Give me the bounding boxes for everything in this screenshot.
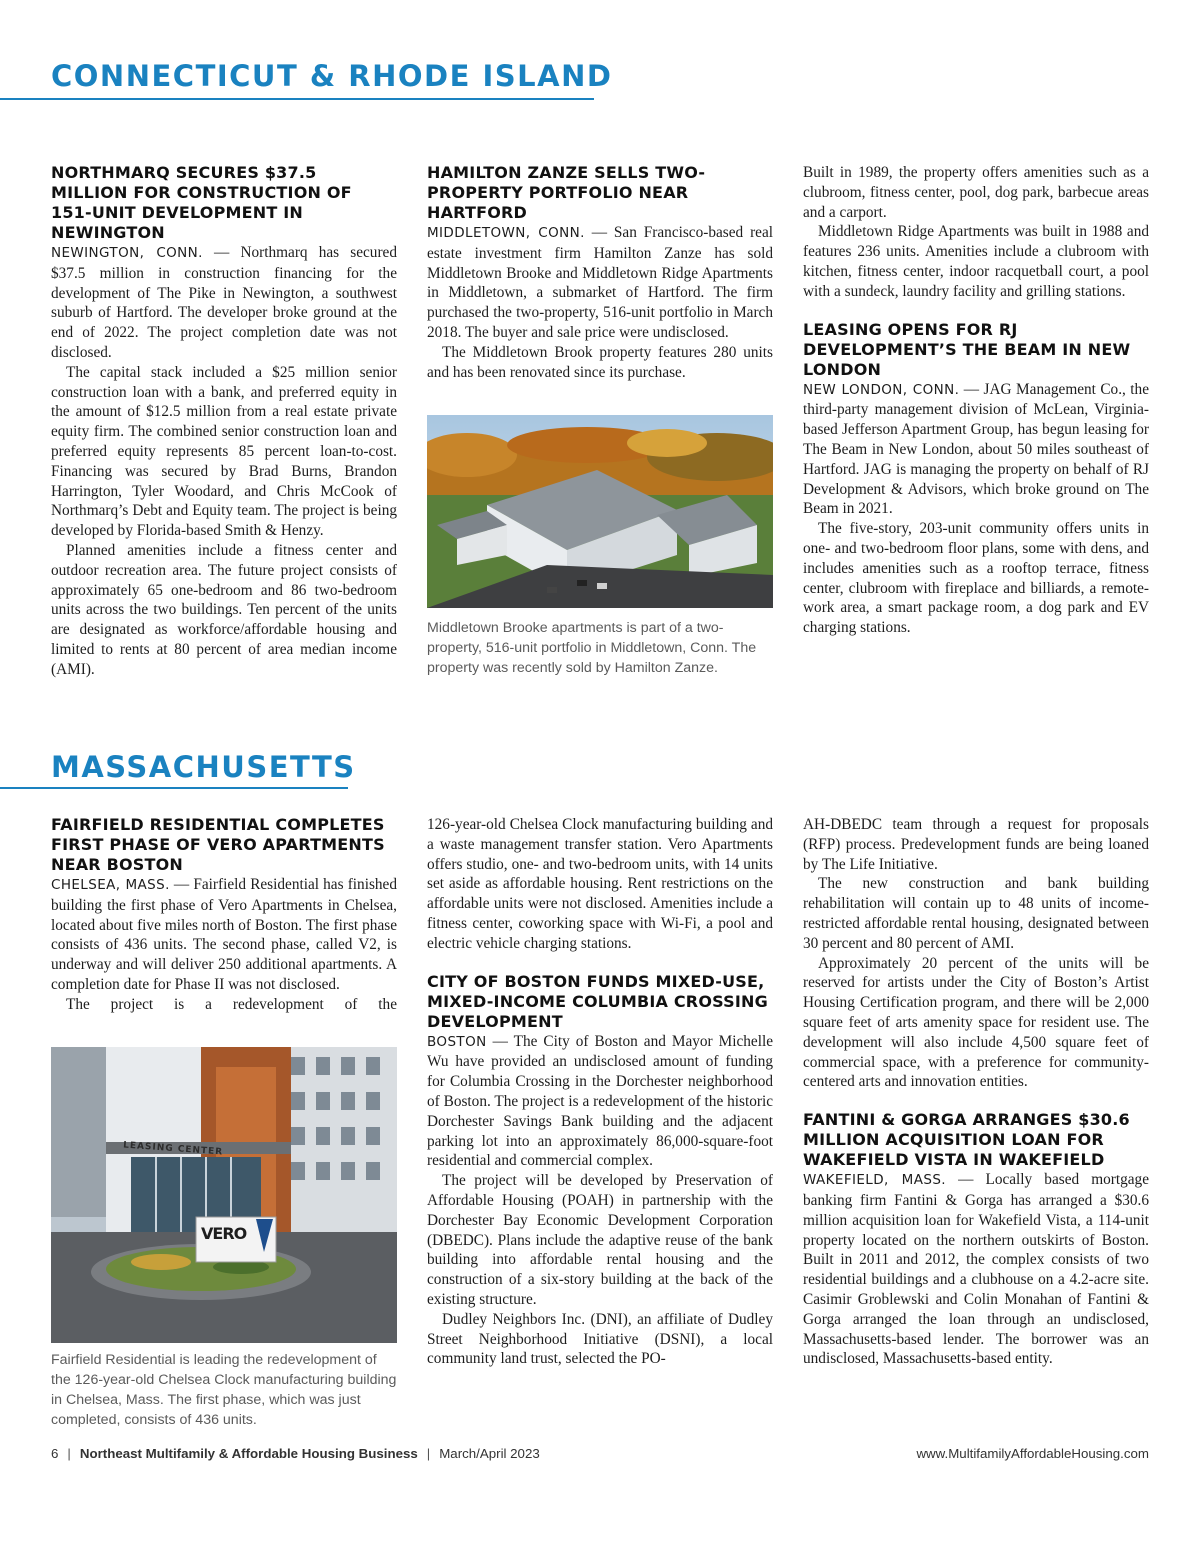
- paragraph: MIDDLETOWN, CONN. — San Francisco-based real estate investment firm Hamilton Zanze has sold Middletown Brooke and Middletown Ridge Apartments in Middletown, a submarket of Hartford. The firm purchased the two-property, 516-unit portfolio in March 2018. The buyer and sale price were undisclosed.: [427, 224, 774, 341]
- headline: LEASING OPENS FOR RJ DEVELOPMENT’S THE BEAM IN NEW LONDON: [803, 319, 1131, 379]
- article-fairfield: [51, 815, 397, 1015]
- footer-url[interactable]: www.MultifamilyAffordableHousing.com: [916, 1446, 1149, 1461]
- paragraph: 126-year-old Chelsea Clock manufacturing building and a waste management transfer station. Vero Apartments offers studio, one- and two-bedroom units, with 14 units set aside as affordable housing. Rent restrictions on the affordable units were not disclosed. Amenities include a fitness center, coworking space with Wi-Fi, a pool and electric vehicle charging stations.: [427, 816, 773, 952]
- paragraph: The project will be developed by Preservation of Affordable Housing (POAH) in partnership with the Dorchester Bay Economic Development Corporation (DBEDC). Plans include the adaptive reuse of the bank building into affordable rental housing and the construction of a six-story building at the back of the existing structure.: [427, 1172, 773, 1308]
- paragraph: CHELSEA, MASS. — Fairfield Residential has finished building the first phase of Vero Apartments in Chelsea, located about five miles north of Boston. The first phase consists of 436 units. The second phase, called V2, is underway and will deliver 250 additional apartments. A completion date for Phase II was not disclosed.: [51, 876, 397, 993]
- paragraph: NEWINGTON, CONN. — Northmarq has secured $37.5 million in construction financing for the development of The Pike in Newington, a southwest suburb of Hartford. The developer broke ground at the end of 2022. The project completion date was not disclosed.: [51, 244, 397, 361]
- article-hamilton-continued: [803, 163, 1149, 638]
- paragraph: The project is a redevelopment of the: [66, 995, 397, 1013]
- headline: FANTINI & GORGA ARRANGES $30.6 MILLION ACQUISITION LOAN FOR WAKEFIELD VISTA IN WAKEFIELD: [803, 1110, 1130, 1170]
- paragraph: Dudley Neighbors Inc. (DNI), an affiliate of Dudley Street Neighborhood Initiative (DSNI), a local community land trust, selected the PO-: [427, 1310, 773, 1368]
- photo-vero-apartments: [51, 1047, 397, 1343]
- paragraph: The Middletown Brook property features 280 units and has been renovated since its purchase.: [427, 343, 773, 381]
- dateline: BOSTON: [427, 1033, 487, 1050]
- headline: HAMILTON ZANZE SELLS TWO-PROPERTY PORTFOLIO NEAR HARTFORD: [427, 163, 706, 222]
- headline: NORTHMARQ SECURES $37.5 MILLION FOR CONSTRUCTION OF 151-UNIT DEVELOPMENT IN NEWINGTON: [51, 163, 352, 242]
- magazine-title: Northeast Multifamily & Affordable Housing Business: [79, 1446, 418, 1461]
- article-fairfield-continued: [427, 815, 773, 1369]
- paragraph: AH-DBEDC team through a request for proposals (RFP) process. Predevelopment funds are being loaned by The Life Initiative.: [803, 816, 1149, 873]
- paragraph: The five-story, 203-unit community offers units in one- and two-bedroom floor plans, some with dens, and includes amenities such as a rooftop terrace, fitness center, clubroom with fireplace and billiards, a remote-work area, a smart package room, a dog park and EV charging stations.: [803, 520, 1149, 637]
- dateline: NEW LONDON, CONN.: [803, 381, 960, 398]
- article-northmarq: [51, 163, 397, 680]
- sign-vero: VERO: [201, 1224, 247, 1243]
- paragraph: The capital stack included a $25 million senior construction loan with a bank, and preferred equity in the amount of $12.5 million from a real estate private equity firm. The combined senior construction loan and preferred equity represents 85 percent loan-to-cost. Financing was secured by Brad Burns, Brandon Harrington, Tyler Woodard, and Chris McCook of Northmarq’s Debt and Equity team. The project is being developed by Florida-based Smith & Henzy.: [51, 363, 397, 540]
- paragraph: The new construction and bank building rehabilitation will contain up to 48 units of income-restricted affordable rental housing, designated between 30 percent and 80 percent of AMI.: [803, 875, 1149, 952]
- apartment-photo-illustration: [427, 415, 773, 608]
- footer-left: 6 | Northeast Multifamily & Affordable Housing Business | March/April 2023: [51, 1446, 540, 1461]
- dateline: MIDDLETOWN, CONN.: [427, 225, 585, 241]
- section-rule: [0, 98, 594, 100]
- paragraph: Approximately 20 percent of the units will be reserved for artists under the City of Boston’s Artist Housing Certification program, and there will be 2,000 square feet of arts amenity space for resident use. The development will also include 4,500 square feet of commercial space, with a preference for community-centered arts and innovation entities.: [803, 954, 1149, 1091]
- building-photo-illustration: [51, 1047, 397, 1343]
- article-boston-continued: [803, 815, 1149, 1369]
- dateline: WAKEFIELD, MASS.: [803, 1172, 946, 1189]
- dateline: CHELSEA, MASS.: [51, 877, 170, 893]
- photo-caption: Fairfield Residential is leading the redevelopment of the 126-year-old Chelsea Clock manufacturing building in Chelsea, Mass. The first phase, which was just completed, consists of 436 units.: [51, 1352, 397, 1428]
- section-rule: [0, 787, 348, 789]
- paragraph: Built in 1989, the property offers amenities such as a clubroom, fitness center, pool, dog park, barbecue areas and a carport.: [803, 164, 1149, 221]
- paragraph: WAKEFIELD, MASS. — Locally based mortgage banking firm Fantini & Gorga has arranged a $30.6 million acquisition loan for Wakefield Vista, a 114-unit property located on the northern outskirts of Boston. Built in 2011 and 2012, the complex consists of two residential buildings and a clubhouse on a 4.2-acre site. Casimir Groblewski and Colin Monahan of Fantini & Gorga arranged the loan through an undisclosed, Massachusetts-based lender. The borrower was an undisclosed, Massachusetts-based entity.: [803, 1171, 1149, 1368]
- paragraph: Middletown Ridge Apartments was built in 1988 and features 236 units. Amenities include a clubroom with kitchen, fitness center, indoor racquetball court, a pool with a sundeck, laundry facility and grilling stations.: [803, 223, 1149, 300]
- photo-middletown-brooke: [427, 415, 773, 608]
- section-title-ct-ri: CONNECTICUT & RHODE ISLAND: [51, 59, 613, 93]
- section-title-ma: MASSACHUSETTS: [51, 750, 356, 784]
- paragraph: BOSTON — The City of Boston and Mayor Michelle Wu have provided an undisclosed amount of funding for Columbia Crossing in the Dorchester neighborhood of Boston. The project is a redevelopment of the historic Dorchester Savings Bank building and the adjacent parking lot into an approximately 86,000-square-foot residential and commercial complex.: [427, 1032, 773, 1170]
- page-number: 6: [51, 1446, 59, 1461]
- photo-caption: Middletown Brooke apartments is part of a two-property, 516-unit portfolio in Middletown, Conn. The property was recently sold by Hamilton Zanze.: [427, 620, 757, 676]
- headline: CITY OF BOSTON FUNDS MIXED-USE, MIXED-INCOME COLUMBIA CROSSING DEVELOPMENT: [427, 971, 768, 1031]
- paragraph: Planned amenities include a fitness center and outdoor recreation area. The future project consists of approximately 65 one-bedroom and 86 two-bedroom units across the two buildings. Ten percent of the units are designated as workforce/affordable housing and limited to rents at 80 percent of area median income (AMI).: [51, 541, 397, 678]
- sign-leasing-center: LEASING CENTER: [122, 1140, 224, 1158]
- article-hamilton: [427, 163, 773, 382]
- issue-date: March/April 2023: [439, 1446, 540, 1461]
- headline: FAIRFIELD RESIDENTIAL COMPLETES FIRST PHASE OF VERO APARTMENTS NEAR BOSTON: [51, 815, 385, 874]
- dateline: NEWINGTON, CONN.: [51, 245, 203, 261]
- paragraph: NEW LONDON, CONN. — JAG Management Co., the third-party management division of McLean, Virginia-based Jefferson Apartment Group, has begun leasing for The Beam in New London, about 50 miles southeast of Hartford. JAG is managing the property on behalf of RJ Development & Advisors, which broke ground on The Beam in 2021.: [803, 380, 1149, 518]
